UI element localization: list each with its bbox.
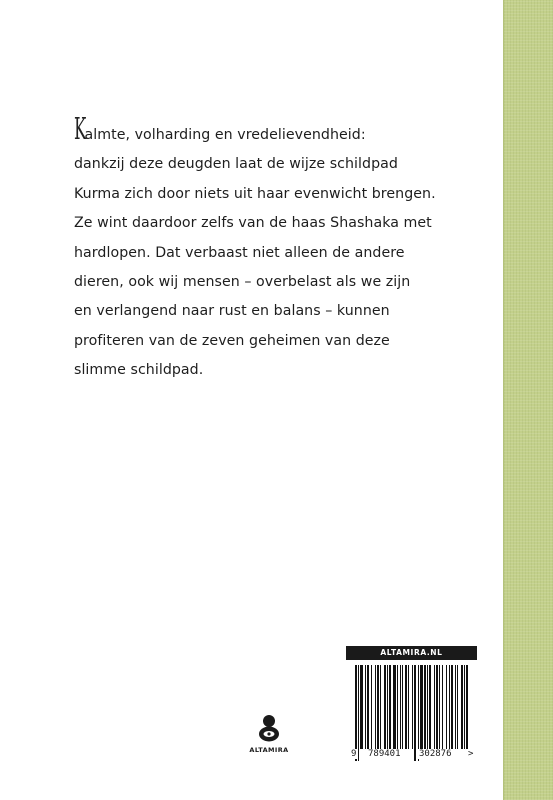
barcode-bar	[355, 665, 357, 761]
barcode-bar	[466, 665, 468, 749]
blurb-line-7: en verlangend naar rust en balans – kunnen	[74, 303, 390, 320]
barcode-bar	[389, 665, 391, 749]
barcode-bar	[427, 665, 428, 749]
blurb-line-2: dankzij deze deugden laat de wijze schildpad	[74, 156, 398, 173]
barcode-bar	[451, 665, 453, 749]
barcode-bar	[412, 665, 413, 749]
back-cover-blurb	[74, 112, 474, 386]
blurb-line-9: slimme schildpad.	[74, 362, 204, 379]
barcode-bar	[449, 665, 450, 749]
publisher-logo-text: ALTAMIRA	[249, 746, 289, 754]
isbn-group-2: 302876	[419, 749, 452, 759]
barcode-bar	[461, 665, 463, 749]
barcode-bar	[429, 665, 431, 749]
barcode-bar	[418, 665, 419, 761]
barcode-bar	[455, 665, 456, 749]
barcode-bar	[375, 665, 376, 749]
barcode-bar	[446, 665, 447, 749]
barcode-bar	[371, 665, 372, 749]
barcode-bar	[365, 665, 366, 749]
altamira-logo-icon	[258, 714, 280, 742]
blurb-line-1-text: almte, volharding en vredelievendheid:	[84, 127, 366, 143]
barcode-bar	[367, 665, 369, 749]
publisher-logo	[249, 714, 289, 760]
barcode-bar	[380, 665, 381, 749]
isbn-group-1: 789401	[368, 749, 401, 759]
barcode-bar	[405, 665, 407, 749]
barcode-bar	[358, 665, 359, 761]
isbn-end-marker: >	[468, 749, 474, 759]
barcode-bar	[420, 665, 423, 749]
book-spine	[503, 0, 553, 800]
barcode-bar	[436, 665, 438, 749]
barcode-bar	[408, 665, 409, 749]
blurb-line-5: hardlopen. Dat verbaast niet alleen de andere	[74, 244, 405, 261]
barcode-bar	[442, 665, 443, 749]
barcode-bar	[360, 665, 363, 749]
blurb-line-1	[74, 112, 474, 150]
barcode-bar	[400, 665, 401, 749]
blurb-line-3: Kurma zich door niets uit haar evenwicht brengen.	[74, 185, 436, 202]
barcode-bar	[414, 665, 416, 761]
barcode-bar	[377, 665, 379, 749]
barcode-bar	[387, 665, 388, 749]
barcode-bar	[424, 665, 426, 749]
barcode-bar	[457, 665, 458, 749]
blurb-line-4: Ze wint daardoor zelfs van de haas Shashaka met	[74, 215, 432, 232]
barcode-bar	[393, 665, 396, 749]
drop-cap: K	[74, 112, 87, 147]
blurb-line-6: dieren, ook wij mensen – overbelast als we zijn	[74, 274, 411, 291]
barcode-bar	[439, 665, 440, 749]
isbn-first-digit: 9	[351, 749, 357, 759]
barcode-bar	[384, 665, 386, 749]
barcode-bar	[402, 665, 403, 749]
barcode-bar	[464, 665, 465, 749]
blurb-line-8: profiteren van de zeven geheimen van deze	[74, 332, 390, 349]
barcode-bar	[434, 665, 435, 749]
publisher-website: ALTAMIRA.NL	[346, 646, 477, 660]
barcode-bar	[397, 665, 398, 749]
isbn-number	[346, 749, 477, 763]
